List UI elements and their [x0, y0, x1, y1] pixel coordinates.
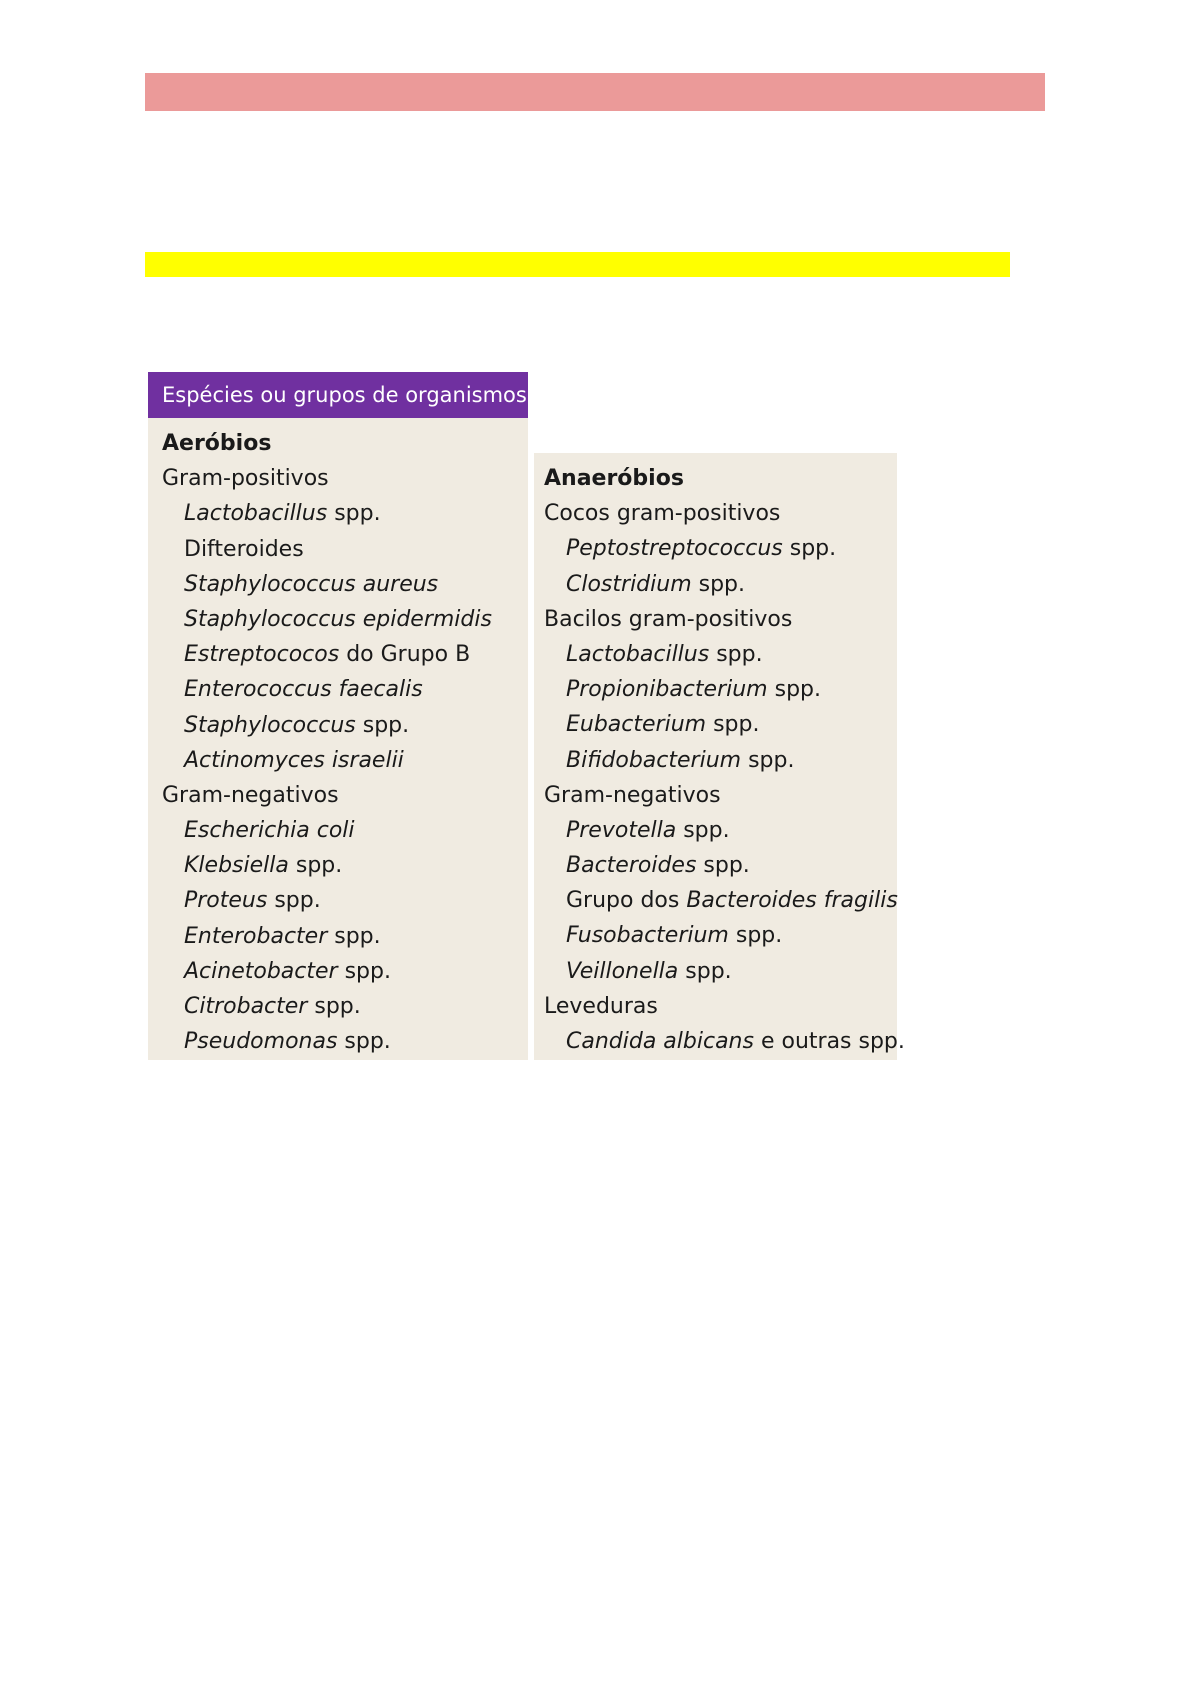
organism-item — [162, 743, 528, 778]
group-heading — [544, 602, 897, 637]
item-text: spp. — [355, 712, 410, 738]
organism-item — [544, 531, 897, 566]
table-left-panel — [148, 372, 528, 1060]
item-text: spp. — [767, 677, 821, 703]
organism-name: Acinetobacter — [184, 958, 338, 984]
item-text: Aeróbios — [162, 431, 272, 456]
organism-name: Staphylococcus — [184, 712, 356, 738]
organism-name: Propionibacterium — [566, 677, 768, 703]
item-text: e outras spp. — [753, 1029, 905, 1054]
item-text: spp. — [782, 536, 837, 562]
organism-item — [544, 637, 897, 672]
organism-item — [162, 602, 528, 637]
group-heading — [162, 461, 528, 496]
table-right-panel — [534, 453, 905, 1060]
item-text: spp. — [337, 1029, 391, 1055]
item-text: spp. — [327, 501, 381, 527]
organism-item — [162, 567, 528, 602]
item-text: spp. — [307, 994, 361, 1019]
organism-item — [162, 672, 528, 707]
organism-item — [162, 989, 528, 1024]
group-heading — [544, 778, 897, 813]
organism-name: Prevotella — [566, 817, 677, 843]
group-heading — [544, 496, 897, 531]
organism-name: Bacteroides — [566, 853, 697, 879]
section-heading — [544, 461, 897, 496]
organism-item — [162, 848, 528, 883]
organism-name: Actinomyces israelii — [184, 747, 404, 773]
item-text: spp. — [678, 958, 732, 984]
organism-item — [544, 707, 897, 742]
item-text: Gram-positivos — [162, 466, 329, 492]
organism-name: Enterobacter — [184, 923, 328, 949]
item-text: Bacilos gram-positivos — [544, 606, 793, 632]
item-text: do Grupo B — [339, 642, 471, 668]
organism-name: Lactobacillus — [566, 641, 710, 667]
organism-item — [162, 813, 528, 848]
organism-item — [162, 883, 528, 918]
organism-item — [544, 672, 897, 707]
item-text: spp. — [337, 958, 391, 984]
yellow-highlight-band — [145, 252, 1010, 277]
organism-name: Staphylococcus aureus — [184, 571, 439, 597]
organism-item — [162, 637, 528, 672]
item-text: Leveduras — [544, 993, 658, 1019]
organism-name: Proteus — [184, 888, 268, 914]
group-heading — [162, 778, 528, 813]
organism-item — [544, 1024, 905, 1059]
item-text: Gram-negativos — [162, 782, 339, 808]
organism-item — [162, 919, 528, 954]
item-text: Difteroides — [184, 536, 304, 562]
table-header: Espécies ou grupos de organismos — [148, 372, 528, 418]
section-heading — [162, 426, 528, 461]
pink-highlight-band — [145, 73, 1045, 111]
group-heading — [544, 989, 897, 1024]
item-text: spp. — [728, 923, 783, 949]
organism-name: Veillonella — [566, 958, 679, 984]
organism-name: Candida albicans — [566, 1029, 754, 1054]
organism-name: Pseudomonas — [184, 1029, 338, 1055]
item-text: Cocos gram-positivos — [544, 501, 781, 527]
organism-name: Clostridium — [566, 571, 692, 597]
item-text: Gram-negativos — [544, 782, 721, 808]
item-text: spp. — [706, 712, 760, 738]
organism-name: Enterococcus faecalis — [184, 677, 423, 703]
organism-item — [544, 848, 897, 883]
item-text: spp. — [741, 747, 795, 773]
item-text: spp. — [327, 923, 381, 949]
organism-item — [162, 1024, 528, 1059]
left-column-list — [148, 418, 528, 1060]
organism-item — [544, 883, 897, 918]
organism-item — [162, 708, 528, 743]
item-text: Anaeróbios — [544, 466, 684, 491]
item-text: spp. — [709, 641, 763, 667]
item-text: spp. — [696, 853, 750, 879]
organism-name: Bifidobacterium — [566, 747, 742, 773]
organism-item — [162, 954, 528, 989]
organism-name: Lactobacillus — [184, 501, 328, 527]
organism-name: Klebsiella — [184, 853, 289, 879]
organism-name: Bacteroides fragilis — [686, 888, 898, 914]
item-text: spp. — [267, 888, 321, 914]
item-text: spp. — [691, 571, 746, 597]
organism-name: Peptostreptococcus — [566, 536, 783, 562]
organism-name: Escherichia coli — [184, 818, 355, 844]
organism-item — [544, 743, 897, 778]
organism-item — [162, 496, 528, 531]
organism-name: Citrobacter — [184, 994, 308, 1019]
item-text: spp. — [288, 853, 343, 879]
organism-item — [544, 918, 897, 953]
item-text: Grupo dos — [566, 888, 687, 914]
organism-name: Estreptococos — [184, 642, 340, 668]
organism-item — [544, 567, 897, 602]
item-text: spp. — [676, 817, 730, 843]
organism-name: Eubacterium — [566, 712, 707, 738]
organism-item — [544, 954, 897, 989]
organism-item — [544, 813, 897, 848]
organism-name: Fusobacterium — [566, 923, 729, 949]
organism-name: Staphylococcus epidermidis — [184, 606, 492, 632]
organism-item — [162, 532, 528, 567]
